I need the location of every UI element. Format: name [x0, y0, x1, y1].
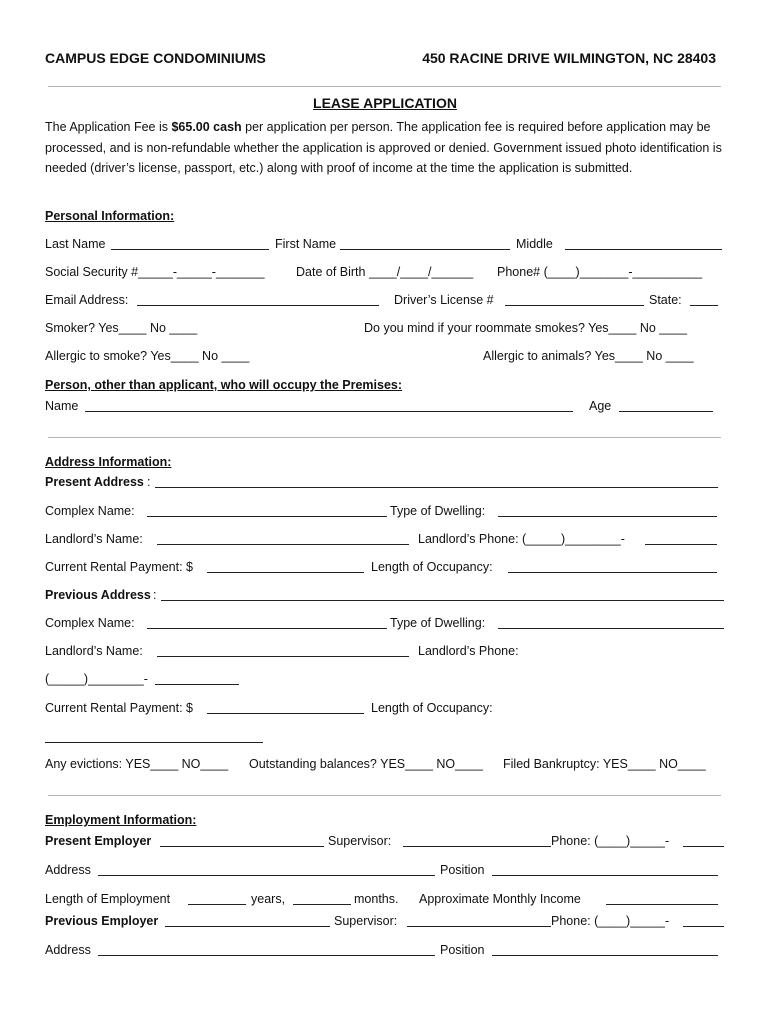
employment-months-field[interactable]: [293, 889, 351, 905]
occupant-name-field[interactable]: [85, 396, 573, 412]
first-name-field[interactable]: [340, 234, 510, 250]
employer-address-row-2: [45, 940, 722, 960]
present-address-field[interactable]: [155, 472, 718, 488]
landlord-phone-line-2[interactable]: [155, 669, 239, 685]
previous-employer-row: [45, 911, 722, 931]
type-dwelling-label-2: Type of Dwelling:: [390, 616, 486, 630]
previous-address-field[interactable]: [161, 585, 724, 601]
allergy-row: [45, 346, 722, 366]
evictions-field[interactable]: Any evictions: YES____ NO____: [45, 757, 229, 771]
previous-address-label: Previous Address: [45, 588, 151, 602]
state-field[interactable]: [690, 290, 718, 306]
position-field-2[interactable]: [492, 940, 718, 956]
landlord-name-label: Landlord’s Name:: [45, 532, 143, 546]
occupant-age-label: Age: [589, 399, 612, 413]
allergic-smoke-field[interactable]: Allergic to smoke? Yes____ No ____: [45, 349, 250, 363]
current-rent-field-2[interactable]: [207, 698, 364, 714]
intro-paragraph: [45, 117, 725, 179]
state-label: State:: [649, 293, 682, 307]
landlord-name-field-2[interactable]: [157, 641, 409, 657]
complex-name-field[interactable]: [147, 501, 387, 517]
balances-field[interactable]: Outstanding balances? YES____ NO____: [249, 757, 483, 771]
page-title: LEASE APPLICATION: [313, 95, 457, 111]
history-row: [45, 754, 722, 774]
previous-employer-field[interactable]: [165, 911, 330, 927]
present-employer-label: Present Employer: [45, 834, 152, 848]
name-row: [45, 234, 722, 254]
employer-address-field[interactable]: [98, 860, 435, 876]
phone-field[interactable]: Phone# (____)_______-__________: [497, 265, 703, 279]
roommate-smokes-field[interactable]: Do you mind if your roommate smokes? Yes____ No ____: [364, 321, 688, 335]
landlord-phone-field[interactable]: Landlord’s Phone: (_____)________-: [418, 532, 625, 546]
application-fee: $65.00 cash: [171, 120, 242, 134]
employer-phone-line-2[interactable]: [683, 911, 724, 927]
complex-name-label-2: Complex Name:: [45, 616, 135, 630]
occupant-age-field[interactable]: [619, 396, 713, 412]
position-label-2: Position: [440, 943, 485, 957]
email-row: [45, 290, 722, 310]
section-divider-2: [48, 795, 721, 796]
complex-name-field-2[interactable]: [147, 613, 387, 629]
middle-name-label: Middle: [516, 237, 553, 251]
supervisor-field[interactable]: [403, 831, 551, 847]
occupancy-label-2: Length of Occupancy:: [371, 701, 493, 715]
occupancy-label: Length of Occupancy:: [371, 560, 493, 574]
complex-row-2: [45, 613, 722, 633]
personal-info-heading-row: [45, 206, 722, 226]
header-divider: [48, 86, 721, 87]
drivers-license-field[interactable]: [505, 290, 644, 306]
supervisor-field-2[interactable]: [407, 911, 551, 927]
type-dwelling-field-2[interactable]: [498, 613, 724, 629]
intro-text-1: The Application Fee is: [45, 120, 172, 134]
drivers-license-label: Driver’s License #: [394, 293, 494, 307]
ssn-field[interactable]: Social Security #_____-_____-_______: [45, 265, 265, 279]
landlord-phone-row-2: [45, 669, 722, 689]
monthly-income-label: Approximate Monthly Income: [419, 892, 581, 906]
intro-text-2: per application per person. The application fee is required before application may be processed, and is non-refundable whether the application is approved or denied. Government issued photo identification is needed (driver’s license, passport, etc.) along with proof of income at the time the application is submitted.: [45, 120, 722, 175]
occupant-row: [45, 396, 722, 416]
address-info-heading: Address Information:: [45, 455, 172, 469]
occupant-heading-row: [45, 375, 722, 395]
monthly-income-field[interactable]: [606, 889, 718, 905]
employer-phone-field[interactable]: Phone: (____)_____-: [551, 834, 670, 848]
middle-name-field[interactable]: [565, 234, 722, 250]
email-label: Email Address:: [45, 293, 129, 307]
employer-address-label-2: Address: [45, 943, 91, 957]
present-address-row: [45, 472, 722, 492]
supervisor-label-2: Supervisor:: [334, 914, 398, 928]
employer-address-row: [45, 860, 722, 880]
occupant-name-label: Name: [45, 399, 79, 413]
previous-employer-label: Previous Employer: [45, 914, 159, 928]
present-address-label: Present Address: [45, 475, 144, 489]
current-rent-label-2: Current Rental Payment: $: [45, 701, 193, 715]
email-field[interactable]: [137, 290, 379, 306]
landlord-phone-label-2: Landlord’s Phone:: [418, 644, 519, 658]
employment-info-heading: Employment Information:: [45, 813, 197, 827]
address-heading-row: [45, 452, 722, 472]
employer-address-field-2[interactable]: [98, 940, 435, 956]
months-label: months.: [354, 892, 399, 906]
previous-address-row: [45, 585, 722, 605]
position-label: Position: [440, 863, 485, 877]
supervisor-label: Supervisor:: [328, 834, 392, 848]
landlord-row-2: [45, 641, 722, 661]
complex-row: [45, 501, 722, 521]
rent-row: [45, 557, 722, 577]
position-field[interactable]: [492, 860, 718, 876]
landlord-phone-field-2[interactable]: (_____)________-: [45, 672, 148, 686]
present-address-colon: :: [147, 475, 151, 489]
current-rent-label: Current Rental Payment: $: [45, 560, 193, 574]
employer-phone-field-2[interactable]: Phone: (____)_____-: [551, 914, 670, 928]
bankruptcy-field[interactable]: Filed Bankruptcy: YES____ NO____: [503, 757, 706, 771]
allergic-animals-field[interactable]: Allergic to animals? Yes____ No ____: [483, 349, 694, 363]
company-address: 450 RACINE DRIVE WILMINGTON, NC 28403: [422, 50, 716, 66]
first-name-label: First Name: [275, 237, 337, 251]
employment-years-field[interactable]: [188, 889, 246, 905]
landlord-name-field[interactable]: [157, 529, 409, 545]
occupancy-row-2: [45, 727, 722, 747]
landlord-phone-line[interactable]: [645, 529, 717, 545]
ssn-row: [45, 262, 722, 282]
employer-address-label: Address: [45, 863, 91, 877]
company-name: CAMPUS EDGE CONDOMINIUMS: [45, 50, 266, 66]
employer-phone-line[interactable]: [683, 831, 724, 847]
page-header: [45, 48, 722, 68]
employment-length-label: Length of Employment: [45, 892, 171, 906]
previous-address-colon: :: [153, 588, 157, 602]
present-employer-field[interactable]: [160, 831, 324, 847]
personal-info-heading: Personal Information:: [45, 209, 175, 223]
employment-heading-row: [45, 810, 722, 830]
present-employer-row: [45, 831, 722, 851]
type-dwelling-field[interactable]: [498, 501, 717, 517]
dob-field[interactable]: Date of Birth ____/____/______: [296, 265, 474, 279]
type-dwelling-label: Type of Dwelling:: [390, 504, 486, 518]
smoker-row: [45, 318, 722, 338]
landlord-name-label-2: Landlord’s Name:: [45, 644, 143, 658]
smoker-field[interactable]: Smoker? Yes____ No ____: [45, 321, 198, 335]
landlord-row: [45, 529, 722, 549]
current-rent-field[interactable]: [207, 557, 364, 573]
years-label: years,: [251, 892, 286, 906]
occupant-heading: Person, other than applicant, who will occupy the Premises:: [45, 378, 403, 392]
occupancy-field[interactable]: [508, 557, 717, 573]
last-name-label: Last Name: [45, 237, 106, 251]
rent-row-2: [45, 698, 722, 718]
last-name-field[interactable]: [111, 234, 269, 250]
section-divider: [48, 437, 721, 438]
occupancy-field-2[interactable]: [45, 727, 263, 743]
complex-name-label: Complex Name:: [45, 504, 135, 518]
employment-length-row: [45, 889, 722, 909]
